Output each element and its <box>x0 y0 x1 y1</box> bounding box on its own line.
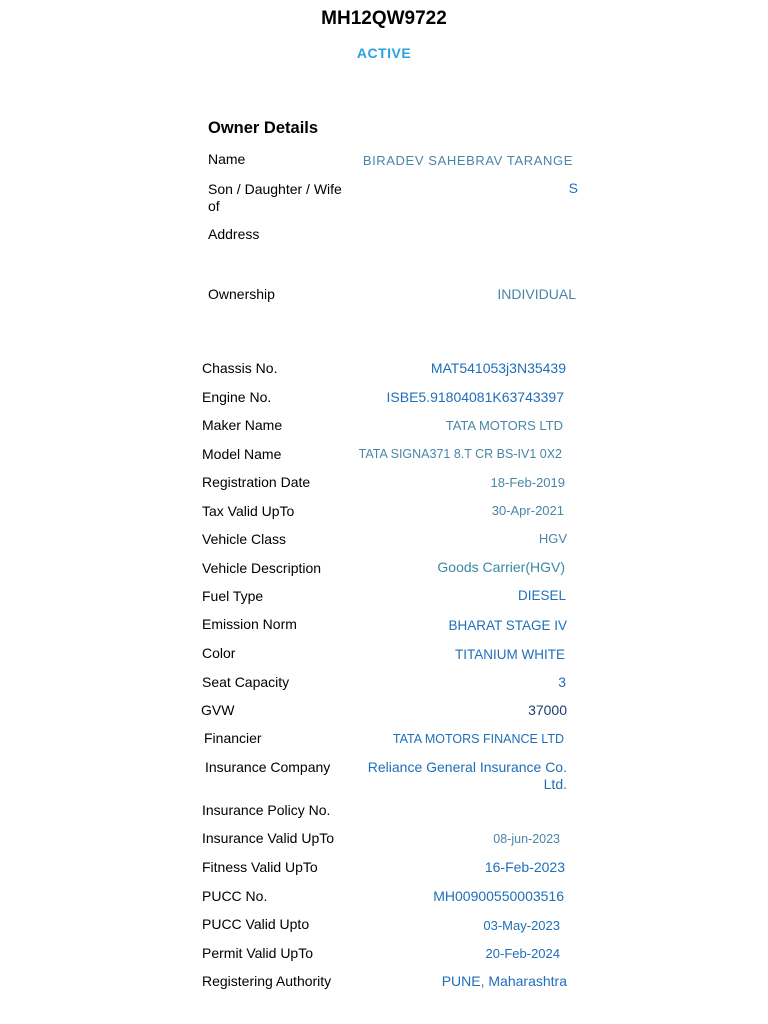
owner-name-value: BIRADEV SAHEBRAV TARANGE <box>362 153 573 168</box>
fuel-type-value: DIESEL <box>517 588 566 603</box>
status-badge: ACTIVE <box>356 45 412 61</box>
gvw-value: 37000 <box>528 702 567 718</box>
registering-authority-label: Registering Authority <box>202 973 332 989</box>
maker-value: TATA MOTORS LTD <box>445 418 563 433</box>
pucc-no-value: MH00900550003516 <box>433 888 564 904</box>
owner-relation-value: S <box>568 180 578 196</box>
registration-date-label: Registration Date <box>202 474 311 490</box>
insurance-policy-label: Insurance Policy No. <box>202 802 331 818</box>
insurance-company-label: Insurance Company <box>205 759 331 775</box>
owner-name-label: Name <box>208 151 246 167</box>
chassis-label: Chassis No. <box>202 360 278 376</box>
financier-value: TATA MOTORS FINANCE LTD <box>392 732 564 746</box>
registering-authority-value: PUNE, Maharashtra <box>441 973 567 989</box>
vehicle-description-value: Goods Carrier(HGV) <box>437 559 565 575</box>
owner-ownership-label: Ownership <box>208 286 275 302</box>
gvw-label: GVW <box>201 702 235 718</box>
color-value: TITANIUM WHITE <box>455 647 565 662</box>
vehicle-description-label: Vehicle Description <box>202 560 322 576</box>
permit-valid-label: Permit Valid UpTo <box>202 945 314 961</box>
financier-label: Financier <box>204 730 262 746</box>
model-value: TATA SIGNA371 8.T CR BS-IV1 0X2 <box>358 447 562 461</box>
owner-ownership-value: INDIVIDUAL <box>497 286 576 302</box>
tax-valid-value: 30-Apr-2021 <box>491 503 564 518</box>
permit-valid-value: 20-Feb-2024 <box>485 946 560 961</box>
owner-address-label: Address <box>208 226 260 242</box>
emission-norm-value: BHARAT STAGE IV <box>448 618 567 633</box>
vehicle-class-label: Vehicle Class <box>202 531 287 547</box>
pucc-valid-label: PUCC Valid Upto <box>202 916 310 932</box>
pucc-no-label: PUCC No. <box>202 888 268 904</box>
engine-value: ISBE5.91804081K63743397 <box>386 389 564 405</box>
insurance-valid-value: 08-jun-2023 <box>493 832 560 846</box>
vehicle-class-value: HGV <box>538 531 567 546</box>
chassis-value: MAT541053j3N35439 <box>430 360 566 376</box>
registration-date-value: 18-Feb-2019 <box>490 475 565 490</box>
owner-details-title: Owner Details <box>208 119 319 137</box>
owner-relation-label: Son / Daughter / Wife of <box>208 181 342 214</box>
tax-valid-label: Tax Valid UpTo <box>202 503 295 519</box>
maker-label: Maker Name <box>202 417 283 433</box>
pucc-valid-value: 03-May-2023 <box>483 918 560 933</box>
fuel-type-label: Fuel Type <box>202 588 264 604</box>
color-label: Color <box>202 645 236 661</box>
fitness-valid-label: Fitness Valid UpTo <box>202 859 318 875</box>
engine-label: Engine No. <box>202 389 272 405</box>
seat-capacity-label: Seat Capacity <box>202 674 290 690</box>
model-label: Model Name <box>202 446 282 462</box>
insurance-valid-label: Insurance Valid UpTo <box>202 830 335 846</box>
registration-number: MH12QW9722 <box>321 8 447 29</box>
fitness-valid-value: 16-Feb-2023 <box>484 859 565 875</box>
insurance-company-value: Reliance General Insurance Co. Ltd. <box>367 759 567 792</box>
seat-capacity-value: 3 <box>558 674 566 690</box>
emission-norm-label: Emission Norm <box>202 616 297 632</box>
